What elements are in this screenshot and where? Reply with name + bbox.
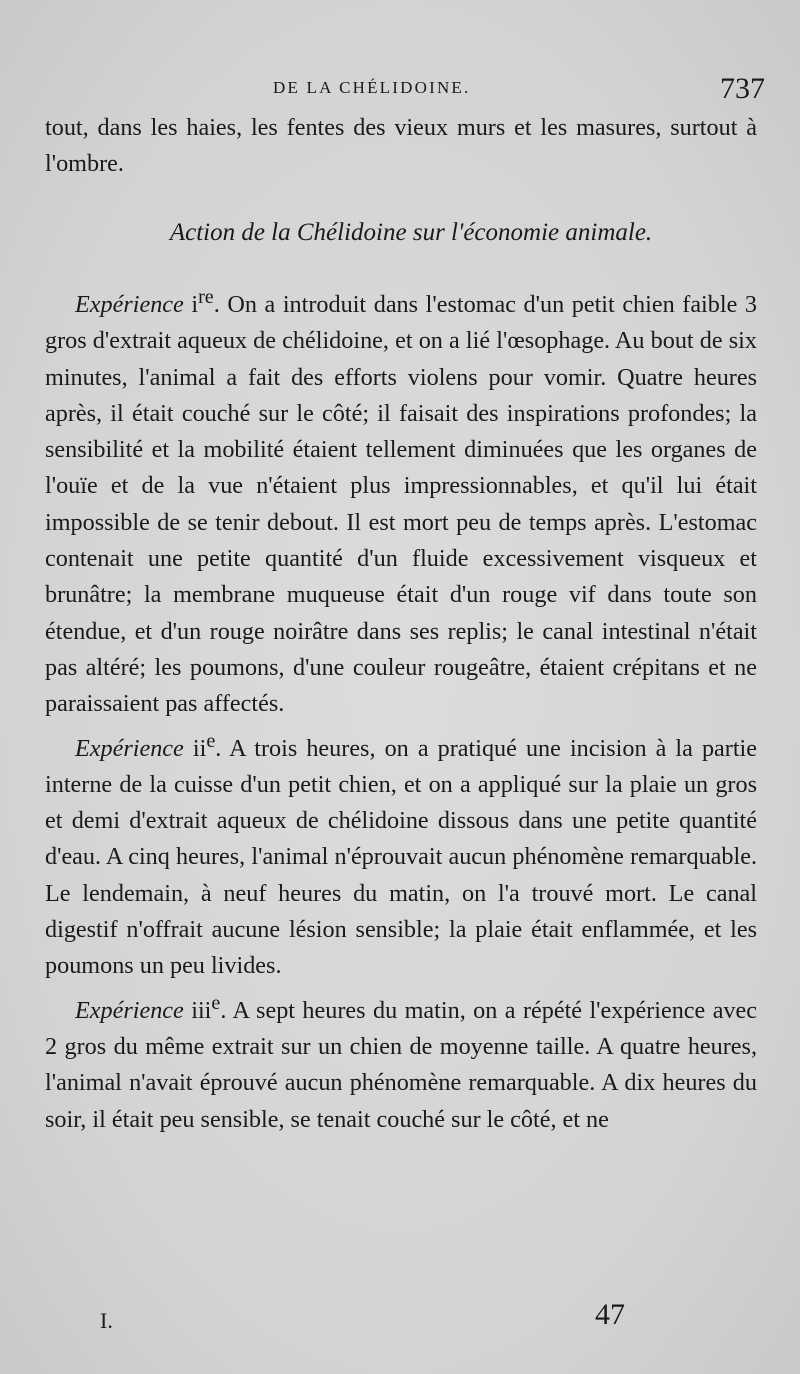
sheet-number: 47 bbox=[595, 1298, 625, 1331]
experiment-ordinal: e bbox=[211, 991, 221, 1014]
experiment-label: Expérience bbox=[75, 290, 184, 318]
experiment-ordinal: re bbox=[198, 285, 214, 308]
signature-mark: I. bbox=[100, 1308, 113, 1333]
experiment-paragraph-3: Expérience iii$^e$. A sept heures du matin, on a répété l'expérience avec 2 gros du même extrait sur un chien de moyenne taille. A quatre heures, l'animal n'avait éprouvé aucun phénomène remarquable. A dix heures du soir, il était peu sensible, se tenait couché sur le côté, et ne bbox=[45, 991, 757, 1133]
running-title: DE LA CHÉLIDOINE. bbox=[273, 78, 471, 97]
experiment-numeral: i bbox=[191, 290, 199, 318]
experiment-text: On a introduit dans l'estomac d'un petit chien faible 3 gros d'extrait aqueux de chélidoine, et on a lié l'œsophage. Au bout de six minutes, l'animal a fait des efforts violens pour vomir. Quatre heures après, il était couché sur le côté; il faisait des inspirations profondes; la sensibilité et la mobilité étaient tellement diminuées que les organes de l'ouïe et de la vue n'étaient plus impressionnables, et qu'il lui était impossible de se tenir debout. Il est mort peu de temps après. L'estomac contenait une petite quantité d'un fluide excessivement visqueux et brunâtre; la membrane muqueuse était d'un rouge vif dans toute son étendue, et d'un rouge noirâtre dans ses replis; le canal intestinal n'était pas altéré; les poumons, d'une couleur rougeâtre, étaient crépitans et ne paraissaient pas affectés. bbox=[45, 290, 757, 718]
experiment-text: A trois heures, on a pratiqué une incision à la partie interne de la cuisse d'un petit chien, et on a appliqué sur la plaie un gros et demi d'extrait aqueux de chélidoine dissous dans une petite quantité d'eau. A cinq heures, l'animal n'éprouvait aucun phénomène remarquable. Le lendemain, à neuf heures du matin, on l'a trouvé mort. Le canal digestif n'offrait aucune lésion sensible; la plaie était enflammée, et les poumons un peu livides. bbox=[45, 734, 758, 980]
body-text bbox=[45, 110, 757, 1138]
experiment-ordinal: e bbox=[206, 729, 216, 752]
experiment-label: Expérience bbox=[75, 734, 184, 762]
continuation-paragraph: tout, dans les haies, les fentes des vieux murs et les masures, surtout à l'ombre. bbox=[45, 114, 757, 178]
experiment-numeral: iii bbox=[191, 996, 212, 1024]
page-number: 737 bbox=[720, 72, 765, 105]
experiment-text: A sept heures du matin, on a répété l'expérience avec 2 gros du même extrait sur un chien de moyenne taille. A quatre heures, l'animal n'avait éprouvé aucun phénomène remarquable. A dix heures du soir, il était peu sensible, se tenait couché sur le côté, et ne bbox=[45, 996, 757, 1133]
experiment-paragraph-1: Expérience $i^{re}$. On a introduit dans l'estomac d'un petit chien faible 3 gros d'extrait aqueux de chélidoine, et on a lié l'œsophage. Au bout de six minutes, l'animal a fait des efforts violens pour vomir. Quatre heures après, il était couché sur le côté; il faisait des inspirations profondes; la sensibilité et la mobilité étaient tellement diminuées que les organes de l'ouïe et de la vue n'étaient plus impressionnables, et qu'il lui était impossible de se tenir debout. Il est mort peu de temps après. L'estomac contenait une petite quantité d'un fluide excessivement visqueux et brunâtre; la membrane muqueuse était d'un rouge vif dans toute son étendue, et d'un rouge noirâtre dans ses replis; le canal intestinal n'était pas altéré; les poumons, d'une couleur rougeâtre, étaient crépitans et ne paraissaient pas affectés. bbox=[45, 285, 757, 718]
experiment-numeral: ii bbox=[192, 734, 207, 762]
section-heading: Action de la Chélidoine sur l'économie animale. bbox=[169, 218, 653, 246]
running-head bbox=[45, 74, 765, 110]
experiment-paragraph-2: Expérience $ii^e$. A trois heures, on a pratiqué une incision à la partie interne de la cuisse d'un petit chien, et on a appliqué sur la plaie un gros et demi d'extrait aqueux de chélidoine dissous dans une petite quantité d'eau. A cinq heures, l'animal n'éprouvait aucun phénomène remarquable. Le lendemain, à neuf heures du matin, on l'a trouvé mort. Le canal digestif n'offrait aucune lésion sensible; la plaie était enflammée, et les poumons un peu livides. bbox=[45, 729, 758, 980]
experiment-label: Expérience bbox=[75, 996, 184, 1024]
